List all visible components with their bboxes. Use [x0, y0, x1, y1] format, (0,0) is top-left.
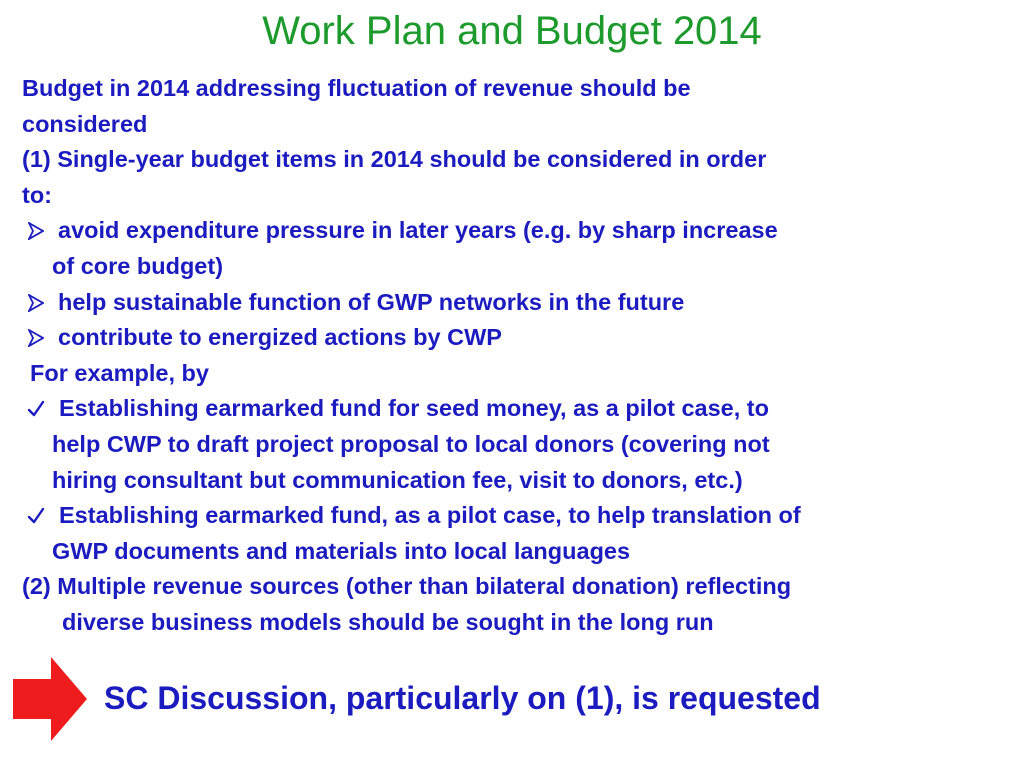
item-1-line-2: to:	[22, 181, 53, 208]
arrowhead-bullet-icon	[22, 285, 50, 321]
arrowhead-bullet-icon	[22, 320, 50, 356]
arrowhead-bullet-icon	[22, 213, 50, 249]
bullet-text: avoid expenditure pressure in later years (e.g. by sharp increase	[58, 217, 778, 244]
item-2-line-1: (2) Multiple revenue sources (other than bilateral donation) reflecting	[22, 573, 792, 600]
check-text-continued: GWP documents and materials into local languages	[52, 537, 631, 564]
item-1-line-1: (1) Single-year budget items in 2014 should be considered in order	[22, 146, 767, 173]
slide-body	[22, 71, 1012, 641]
check-text-continued: help CWP to draft project proposal to local donors (covering not	[52, 430, 770, 457]
intro-line-2: considered	[22, 110, 148, 137]
bullet-text-continued: of core budget)	[52, 252, 224, 279]
check-mark-icon	[22, 498, 50, 534]
check-text: Establishing earmarked fund, as a pilot case, to help translation of	[59, 502, 801, 529]
bullet-item	[22, 285, 1012, 321]
bullet-text: contribute to energized actions by CWP	[58, 324, 502, 351]
red-right-arrow-icon	[13, 657, 87, 741]
check-text: Establishing earmarked fund for seed money, as a pilot case, to	[59, 395, 769, 422]
bullet-text: help sustainable function of GWP networks in the future	[58, 288, 685, 315]
item-2-line-2: diverse business models should be sought in the long run	[62, 608, 714, 635]
bullet-item	[22, 213, 1012, 284]
for-example-label: For example, by	[30, 359, 209, 386]
check-text-continued: hiring consultant but communication fee, visit to donors, etc.)	[52, 466, 743, 493]
discussion-request: SC Discussion, particularly on (1), is requested	[104, 680, 821, 716]
check-mark-icon	[22, 391, 50, 427]
check-item	[22, 498, 1012, 569]
check-item	[22, 391, 1012, 498]
intro-line-1: Budget in 2014 addressing fluctuation of revenue should be	[22, 75, 691, 101]
page-title: Work Plan and Budget 2014	[262, 9, 762, 53]
bullet-item	[22, 320, 1012, 356]
